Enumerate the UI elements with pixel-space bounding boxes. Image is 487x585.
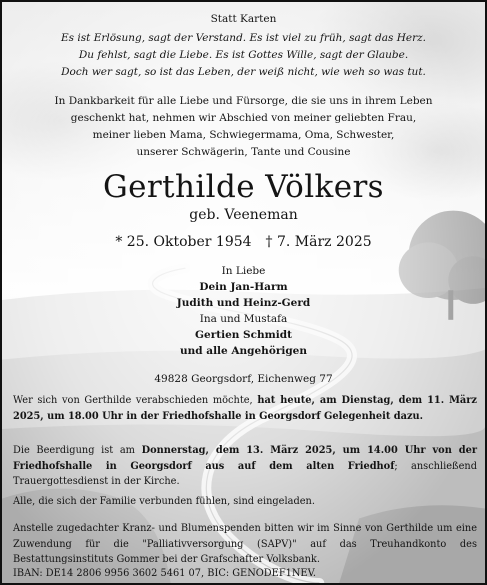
poem-line: Es ist Erlösung, sagt der Verstand. Es ist viel zu früh, sagt das Herz. [61, 32, 426, 44]
birth-name: geb. Veeneman [189, 207, 298, 223]
deceased-name: Gerthilde Völkers [102, 169, 384, 205]
gratitude-line: unserer Schwägerin, Tante und Cousine [136, 146, 351, 158]
poem [2, 30, 485, 81]
mourner: und alle Angehörigen [180, 345, 307, 357]
farewell-paragraph [13, 393, 477, 424]
mourner: Gertien Schmidt [195, 329, 292, 341]
bank-details: IBAN: DE14 2806 9956 3602 5461 07, BIC: GENODEF1NEV. [13, 568, 317, 579]
farewell-text: Wer sich von Gerthilde verabschieden möchte, [13, 395, 258, 406]
life-dates [2, 234, 485, 250]
gratitude-line: geschenkt hat, nehmen wir Abschied von meiner geliebten Frau, [70, 112, 417, 124]
death-date: † 7. März 2025 [265, 234, 372, 250]
statt-karten-label: Statt Karten [210, 13, 277, 25]
gratitude-line: In Dankbarkeit für alle Liebe und Fürsorge, die sie uns in ihrem Leben [54, 95, 433, 107]
invitation-paragraph: Alle, die sich der Familie verbunden fühlen, sind eingeladen. [13, 496, 315, 507]
family-address: 49828 Georgsdorf, Eichenweg 77 [154, 373, 333, 385]
mourner: Dein Jan-Harm [199, 281, 288, 293]
funeral-service-text: ; anschließend Trauergottesdienst in der Kirche. [13, 460, 477, 487]
mourner: Ina und Mustafa [199, 313, 288, 325]
mourners-intro: In Liebe [221, 265, 266, 277]
mourner: Judith und Heinz-Gerd [176, 297, 311, 309]
poem-line: Du fehlst, sagt die Liebe. Es ist Gottes Wille, sagt der Glaube. [78, 49, 409, 61]
birth-date: * 25. Oktober 1954 [115, 234, 252, 250]
funeral-paragraph [13, 443, 477, 490]
funeral-text: Die Beerdigung ist am [13, 445, 142, 456]
poem-line: Doch wer sagt, so ist das Leben, der weiß nicht, wie weh so was tut. [61, 66, 426, 78]
gratitude-text [2, 93, 485, 161]
donation-paragraph: Anstelle zugedachter Kranz- und Blumenspenden bitten wir im Sinne von Gerthilde um eine Zuwendung für die "Palliativversorgung (SAPV)" auf das Treuhandkonto des Bestattungsinstituts Gommer bei der Grafschafter Volksbank. [13, 523, 477, 565]
gratitude-line: meiner lieben Mama, Schwiegermama, Oma, Schwester, [92, 129, 395, 141]
funeral-details: Donnerstag, dem 13. März 2025, um 14.00 Uhr von der Friedhofshalle in Georgsdorf aus auf dem alten Friedhof [13, 445, 477, 472]
mourners-list [2, 263, 485, 359]
farewell-details: hat heute, am Dienstag, dem 11. März 2025, um 18.00 Uhr in der Friedhofshalle in Georgsdorf Gelegenheit dazu. [13, 395, 477, 422]
